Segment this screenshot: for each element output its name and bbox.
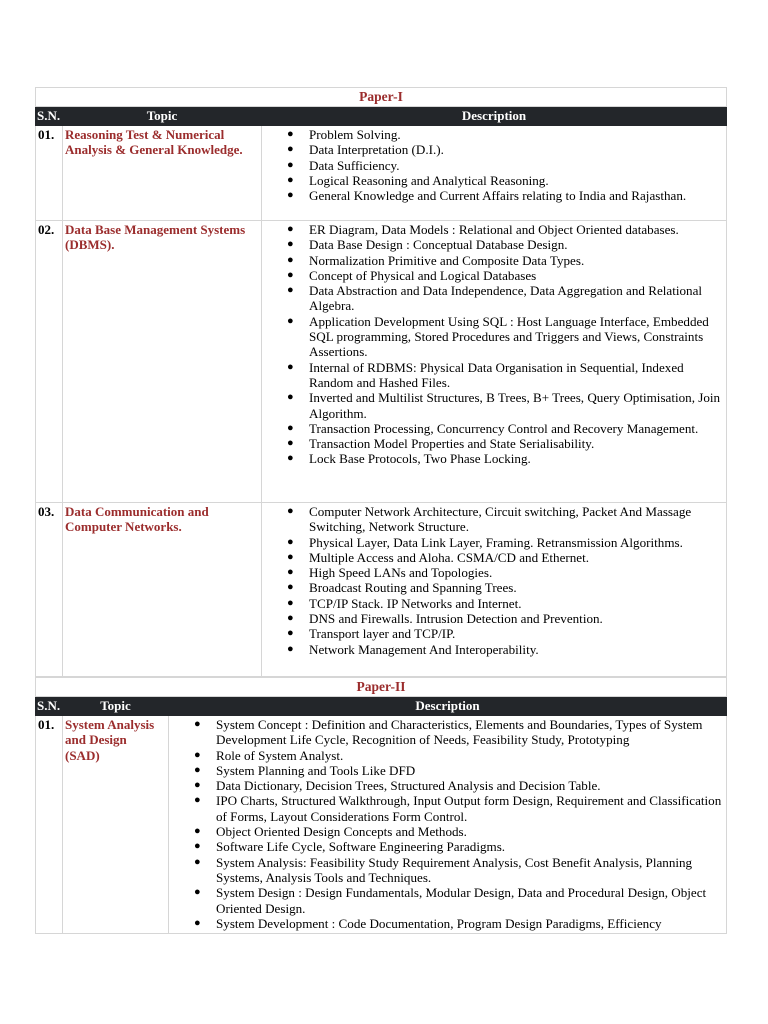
list-item-text: System Concept : Definition and Characteristics, Elements and Boundaries, Types of System Development Life Cycle, Recognition of Needs, Feasibility Study, Prototyping	[216, 717, 703, 748]
list-item-text: Network Management And Interoperability.	[309, 641, 539, 657]
bullet-icon: ●	[287, 612, 294, 625]
list-item-text: ER Diagram, Data Models : Relational and Object Oriented databases.	[309, 222, 679, 237]
list-item-text: Normalization Primitive and Composite Data Types.	[309, 252, 585, 268]
bullet-icon: ●	[287, 550, 294, 563]
description-cell	[262, 221, 727, 503]
paper-1-title: Paper-I	[36, 88, 727, 107]
list-item-text: DNS and Firewalls. Intrusion Detection and Prevention.	[309, 611, 603, 627]
list-item-text: Logical Reasoning and Analytical Reasoning.	[309, 172, 549, 188]
list-item	[194, 747, 726, 763]
list-item-text: Data Sufficiency.	[309, 157, 400, 173]
list-item	[194, 839, 726, 855]
bullet-icon: ●	[194, 779, 201, 792]
list-item	[287, 504, 726, 535]
bullet-icon: ●	[287, 581, 294, 594]
bullet-icon: ●	[287, 566, 294, 579]
list-item-text: Broadcast Routing and Spanning Trees.	[309, 580, 517, 596]
list-item-text: Lock Base Protocols, Two Phase Locking.	[309, 451, 531, 467]
paper-2-table	[35, 677, 727, 934]
topic-title: Reasoning Test & Numerical Analysis & General Knowledge.	[63, 126, 262, 221]
bullet-icon: ●	[194, 748, 201, 761]
bullet-icon: ●	[194, 855, 201, 868]
description-header: Description	[262, 107, 727, 126]
list-item	[287, 390, 726, 421]
row-number: 01.	[36, 126, 63, 221]
paper-2-title: Paper-II	[36, 678, 727, 697]
list-item	[194, 854, 726, 886]
list-item-text: Multiple Access and Aloha. CSMA/CD and Ethernet.	[309, 549, 590, 565]
bullet-icon: ●	[287, 314, 294, 327]
list-item	[194, 717, 726, 748]
bullet-icon: ●	[194, 718, 201, 730]
bullet-icon: ●	[287, 128, 294, 140]
list-item-text: Transaction Processing, Concurrency Control and Recovery Management.	[309, 420, 699, 436]
topic-line: System Analysis	[65, 717, 155, 732]
bullet-icon: ●	[194, 840, 201, 853]
list-item-text: TCP/IP Stack. IP Networks and Internet.	[309, 595, 522, 611]
topic-header: Topic	[63, 697, 169, 716]
sn-header: S.N.	[36, 697, 63, 716]
list-item	[194, 824, 726, 840]
list-item	[287, 313, 726, 360]
list-item-text: High Speed LANs and Topologies.	[309, 565, 493, 581]
list-item	[287, 127, 726, 142]
bullet-icon: ●	[287, 158, 294, 171]
bullet-icon: ●	[194, 886, 201, 899]
list-item-text: Data Interpretation (D.I.).	[309, 142, 444, 158]
list-item	[287, 142, 726, 158]
list-item	[194, 915, 726, 931]
bullet-icon: ●	[287, 284, 294, 297]
bullet-icon: ●	[287, 452, 294, 465]
paper-2-header-row	[36, 697, 727, 716]
list-item	[287, 252, 726, 268]
list-item-text: System Development : Code Documentation, Program Design Paradigms, Efficiency	[216, 915, 662, 931]
table-row	[36, 221, 727, 503]
topic-title: Data Base Management Systems (DBMS).	[63, 221, 262, 503]
list-item	[287, 611, 726, 627]
bullet-icon: ●	[287, 238, 294, 251]
bullet-icon: ●	[194, 763, 201, 776]
list-item-text: Transport layer and TCP/IP.	[309, 626, 456, 642]
description-cell	[169, 716, 727, 934]
list-item	[287, 237, 726, 253]
description-list	[262, 127, 726, 203]
topic-title	[63, 716, 169, 934]
bullet-icon: ●	[287, 253, 294, 266]
description-header: Description	[169, 697, 727, 716]
list-item	[287, 222, 726, 237]
list-item-text: Transaction Model Properties and State Serialisability.	[309, 436, 595, 452]
list-item-text: Computer Network Architecture, Circuit switching, Packet And Massage Switching, Network Structure.	[309, 504, 692, 535]
table-row	[36, 716, 727, 934]
list-item-text: Internal of RDBMS: Physical Data Organisation in Sequential, Indexed Random and Hashed Files.	[309, 359, 684, 390]
list-item	[287, 565, 726, 581]
bullet-icon: ●	[194, 825, 201, 838]
bullet-icon: ●	[287, 223, 294, 235]
sn-header: S.N.	[36, 107, 63, 126]
list-item-text: Data Base Design : Conceptual Database Design.	[309, 237, 568, 253]
table-row	[36, 503, 727, 677]
paper-1-header-row	[36, 107, 727, 126]
list-item	[287, 267, 726, 283]
bullet-icon: ●	[287, 268, 294, 281]
table-row	[36, 126, 727, 221]
list-item-text: Problem Solving.	[309, 127, 401, 142]
bullet-icon: ●	[287, 437, 294, 450]
list-item	[287, 580, 726, 596]
list-item-text: General Knowledge and Current Affairs relating to India and Rajasthan.	[309, 188, 687, 204]
description-list	[262, 504, 726, 657]
row-number: 02.	[36, 221, 63, 503]
list-item-text: Data Abstraction and Data Independence, Data Aggregation and Relational Algebra.	[309, 283, 703, 314]
list-item-text: Role of System Analyst.	[216, 747, 344, 763]
list-item	[194, 793, 726, 824]
list-item	[194, 762, 726, 778]
topic-line: and Design	[65, 732, 127, 748]
list-item-text: Object Oriented Design Concepts and Methods.	[216, 824, 467, 840]
list-item	[287, 641, 726, 657]
topic-header: Topic	[63, 107, 262, 126]
bullet-icon: ●	[287, 143, 294, 156]
bullet-icon: ●	[287, 173, 294, 186]
list-item	[287, 626, 726, 642]
list-item	[287, 534, 726, 550]
list-item-text: System Planning and Tools Like DFD	[216, 762, 416, 778]
bullet-icon: ●	[287, 535, 294, 548]
list-item-text: Concept of Physical and Logical Databases	[309, 267, 537, 283]
row-number: 03.	[36, 503, 63, 677]
bullet-icon: ●	[287, 189, 294, 202]
bullet-icon: ●	[287, 627, 294, 640]
list-item	[287, 283, 726, 314]
list-item	[287, 172, 726, 188]
list-item-text: Physical Layer, Data Link Layer, Framing. Retransmission Algorithms.	[309, 534, 683, 550]
list-item	[194, 885, 726, 916]
list-item	[194, 778, 726, 794]
list-item	[287, 595, 726, 611]
paper-1-table	[35, 87, 727, 677]
list-item	[287, 157, 726, 173]
topic-title: Data Communication and Computer Networks.	[63, 503, 262, 677]
list-item	[287, 549, 726, 565]
description-list	[262, 222, 726, 467]
list-item-text: System Design : Design Fundamentals, Modular Design, Data and Procedural Design, Object Oriented Design.	[216, 885, 707, 916]
bullet-icon: ●	[287, 421, 294, 434]
description-cell	[262, 126, 727, 221]
bullet-icon: ●	[194, 916, 201, 929]
bullet-icon: ●	[287, 360, 294, 373]
list-item	[287, 420, 726, 436]
row-number: 01.	[36, 716, 63, 934]
list-item-text: Inverted and Multilist Structures, B Trees, B+ Trees, Query Optimisation, Join Algorithm.	[309, 390, 721, 421]
bullet-icon: ●	[287, 596, 294, 609]
bullet-icon: ●	[287, 642, 294, 655]
list-item-text: Application Development Using SQL : Host Language Interface, Embedded SQL programming, Stored Procedures and Triggers and Views, Constraints Assertions.	[309, 313, 709, 360]
list-item-text: IPO Charts, Structured Walkthrough, Input Output form Design, Requirement and Classification of Forms, Layout Considerations Form Control.	[216, 793, 722, 824]
list-item-text: System Analysis: Feasibility Study Requirement Analysis, Cost Benefit Analysis, Planning Systems, Analysis Tools and Techniques.	[216, 854, 693, 885]
list-item	[287, 188, 726, 204]
bullet-icon: ●	[287, 505, 294, 517]
bullet-icon: ●	[287, 391, 294, 404]
description-list	[169, 717, 726, 931]
list-item	[287, 359, 726, 391]
list-item	[287, 451, 726, 467]
description-cell	[262, 503, 727, 677]
topic-line: (SAD)	[65, 747, 100, 763]
bullet-icon: ●	[194, 794, 201, 807]
list-item-text: Software Life Cycle, Software Engineering Paradigms.	[216, 839, 506, 855]
list-item	[287, 436, 726, 452]
syllabus-page	[35, 87, 726, 934]
list-item-text: Data Dictionary, Decision Trees, Structured Analysis and Decision Table.	[216, 778, 601, 794]
